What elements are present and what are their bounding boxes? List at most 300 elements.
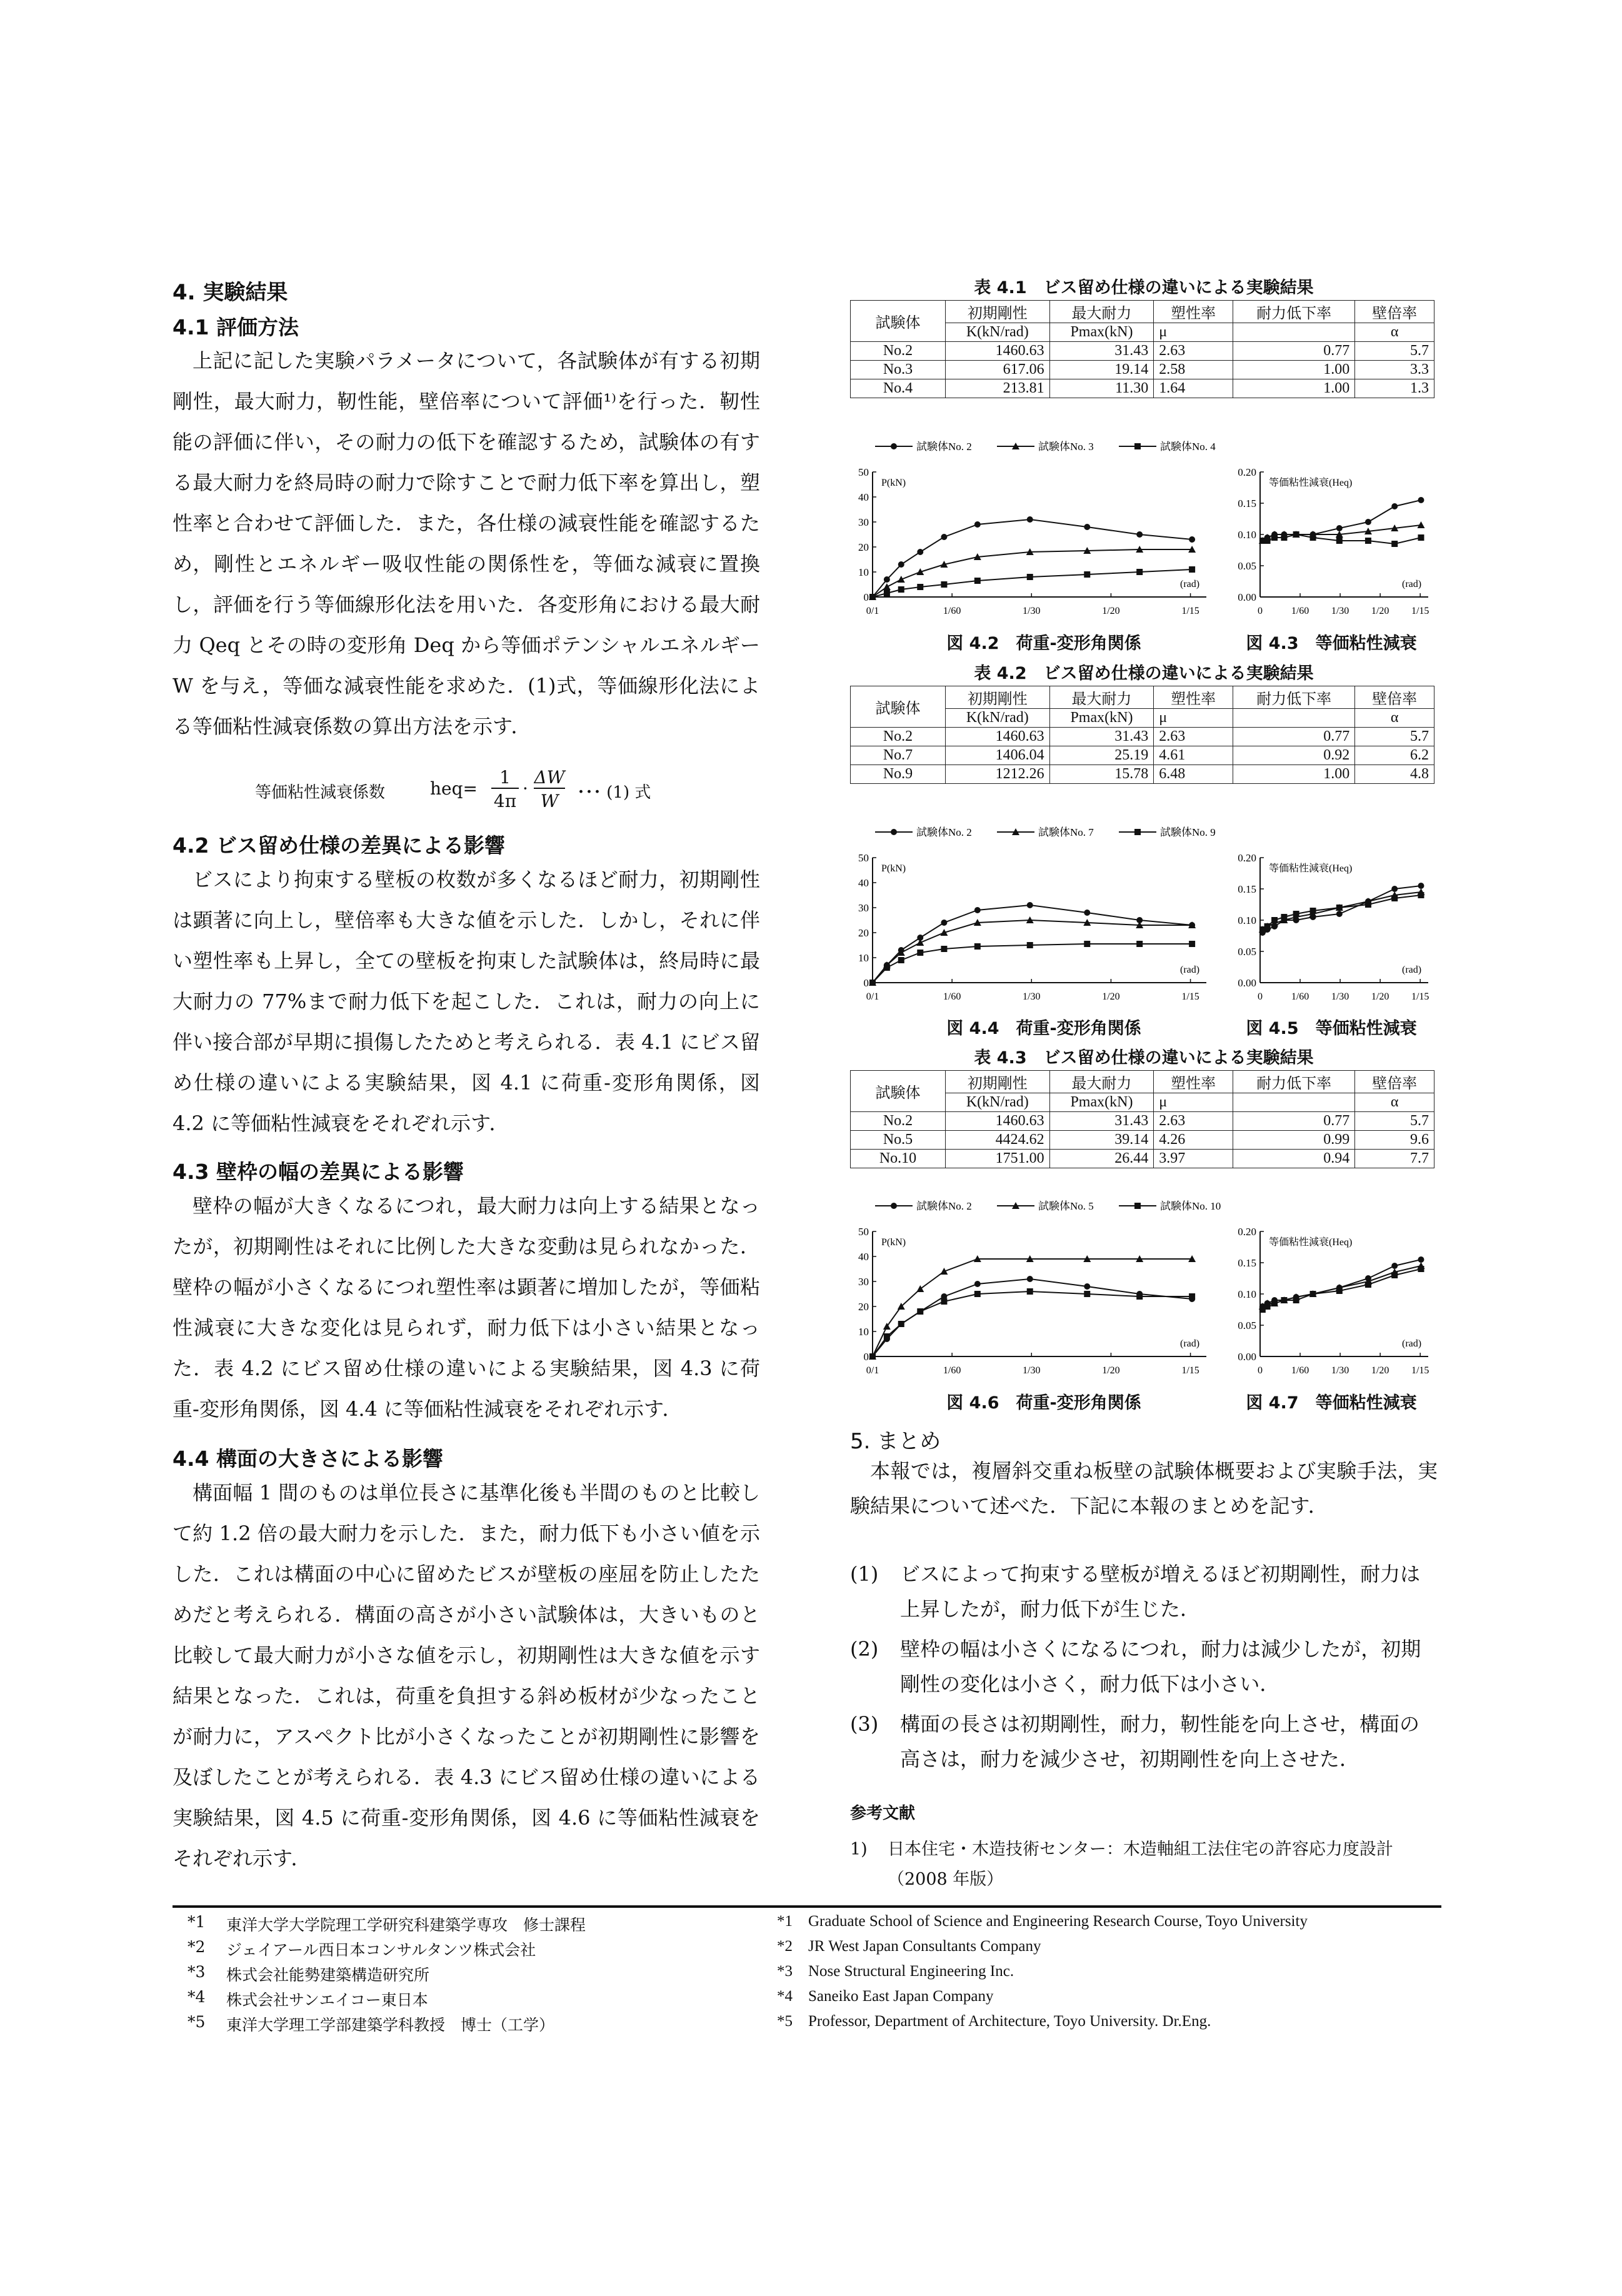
data-point <box>898 1321 904 1327</box>
data-point <box>1084 941 1090 947</box>
y-tick-label: 0.00 <box>1238 1351 1256 1363</box>
x-tick-label: 1/30 <box>1331 606 1349 616</box>
data-point <box>974 578 981 584</box>
y-tick-label: 0.20 <box>1238 1226 1256 1238</box>
data-point <box>1027 1276 1033 1282</box>
table-cell: No.2 <box>851 342 946 361</box>
footnote-mark: *3 <box>188 1963 206 1981</box>
equation-dot: · <box>523 778 528 799</box>
legend-label: 試験体No. 2 <box>916 826 972 838</box>
table-cell: 9.6 <box>1355 1131 1434 1150</box>
table-cell: 2.58 <box>1154 361 1233 379</box>
data-point <box>884 1333 890 1340</box>
table-cell: 2.63 <box>1154 342 1233 361</box>
table-header-cell: α <box>1355 323 1434 342</box>
data-point <box>1134 829 1141 835</box>
table-4-2 <box>850 686 1434 784</box>
footnote-text: 東洋大学大学院理工学研究科建築学専攻 修士課程 <box>226 1916 586 1934</box>
references-title: 参考文献 <box>850 1804 916 1823</box>
data-point <box>1336 538 1343 544</box>
list-item-text: ビスによって拘束する壁板が増えるほど初期剛性，耐力は上昇したが，耐力低下が生じた． <box>900 1562 1421 1621</box>
equation-numerator-2: ΔW <box>534 767 565 788</box>
table-cell: No.9 <box>851 765 946 784</box>
chart-damping-1 <box>1225 456 1441 625</box>
data-point <box>1336 911 1343 917</box>
table-cell: No.10 <box>851 1150 946 1168</box>
table-header-cell: Pmax(kN) <box>1049 709 1154 728</box>
y-tick-label: 0.20 <box>1238 852 1256 864</box>
y-tick-label: 0.20 <box>1238 466 1256 478</box>
footnote <box>188 1963 813 1988</box>
table-header-cell <box>1233 1093 1355 1112</box>
data-point <box>1281 534 1287 541</box>
table-4-1 <box>850 300 1434 398</box>
footnote-mark: *3 <box>777 1963 793 1980</box>
reference-item <box>850 1835 1438 1895</box>
table-cell: 1.00 <box>1233 361 1355 379</box>
data-point <box>1336 525 1343 531</box>
footnote-mark: *1 <box>188 1913 206 1931</box>
data-point <box>1418 892 1424 898</box>
x-tick-label: 1/60 <box>1291 1365 1309 1376</box>
x-tick-label: 0/1 <box>866 1365 879 1376</box>
data-point <box>1418 1256 1424 1263</box>
data-point <box>1271 1300 1278 1306</box>
x-tick-label: 1/30 <box>1023 1365 1041 1376</box>
x-tick-label: 1/15 <box>1181 606 1199 616</box>
table-row <box>851 342 1434 361</box>
footnote-text: 東洋大学理工学部建築学科教授 博士（工学） <box>226 2016 555 2034</box>
table-cell: No.4 <box>851 379 946 398</box>
data-point <box>869 1353 876 1360</box>
data-point <box>1134 443 1141 449</box>
data-point <box>974 907 981 913</box>
x-tick-label: 1/15 <box>1411 606 1429 616</box>
x-tick-label: 1/60 <box>1291 606 1309 616</box>
data-point <box>940 1268 948 1275</box>
data-point <box>898 576 905 583</box>
table-header-cell: K(kN/rad) <box>946 323 1050 342</box>
x-tick-label: 1/30 <box>1023 991 1041 1002</box>
table-cell: 3.97 <box>1154 1150 1233 1168</box>
figure-4-5-caption: 図 4.5 等価粘性減衰 <box>1246 1019 1417 1038</box>
table-cell: 0.99 <box>1233 1131 1355 1150</box>
x-tick-label: 1/20 <box>1371 1365 1389 1376</box>
y-axis-label: 等価粘性減衰(Heq) <box>1269 478 1353 488</box>
table-header-cell: 塑性率 <box>1154 1071 1233 1093</box>
data-point <box>884 590 890 596</box>
data-point <box>1293 1297 1299 1303</box>
table-row <box>851 746 1434 765</box>
list-item-text: 壁枠の幅は小さくになるにつれ，耐力は減少したが，初期剛性の変化は小さく，耐力低下は小さい． <box>900 1637 1421 1696</box>
table-cell: 4.26 <box>1154 1131 1233 1150</box>
x-tick-label: 1/15 <box>1181 1365 1199 1376</box>
data-point <box>1391 503 1398 509</box>
figure-4-4-caption: 図 4.4 荷重-変形角関係 <box>946 1019 1141 1038</box>
table-row <box>851 301 1434 323</box>
section-4-1-body: 上記に記した実験パラメータについて，各試験体が有する初期剛性，最大耐力，靭性能，壁倍率について評価¹⁾を行った．靭性能の評価に伴い，その耐力の低下を確認するため，試験体の有する最大耐力を終局時の耐力で除すことで耐力低下率を算出し，塑性率と合わせて評価した．また，各仕様の減衰性能を確認するため，剛性とエネルギー吸収性能の関係性を，等価な減衰に置換し，評価を行う等価線形化法を用いた．各変形角における最大耐力 Qeq とその時の変形角 Deq から等価ポテンシャルエネルギーW を与え，等価な減衰性能を求めた．(1)式，等価線形化法による等価粘性減衰係数の算出方法を示す． <box>173 349 760 738</box>
y-tick-label: 30 <box>858 902 869 914</box>
x-axis-label: (rad) <box>1180 1338 1200 1349</box>
footnotes-japanese <box>188 1913 813 2038</box>
footnote-mark: *4 <box>188 1988 206 2006</box>
table-cell: 1.3 <box>1355 379 1434 398</box>
footnote-text: Graduate School of Science and Engineering Research Course, Toyo University <box>808 1913 1308 1930</box>
summary-intro: 本報では，複層斜交重ね板壁の試験体概要および実験手法，実験結果について述べた．下記に本報のまとめを記す． <box>850 1459 1438 1518</box>
table-header-cell: 塑性率 <box>1154 301 1233 323</box>
table-header-cell: α <box>1355 1093 1434 1112</box>
data-point <box>974 1291 981 1297</box>
data-point <box>1136 569 1143 575</box>
table-4-3-caption: 表 4.3 ビス留め仕様の違いによる実験結果 <box>974 1048 1314 1068</box>
footnote-mark: *2 <box>777 1938 793 1955</box>
footnote <box>777 1963 1439 1988</box>
list-item <box>850 1707 1438 1777</box>
x-tick-label: 1/20 <box>1102 606 1120 616</box>
series-line <box>873 1291 1192 1356</box>
table-row <box>851 686 1434 709</box>
y-axis-label: 等価粘性減衰(Heq) <box>1269 1237 1353 1248</box>
data-point <box>1264 538 1271 544</box>
data-point <box>1189 536 1195 543</box>
y-tick-label: 0.15 <box>1238 1257 1256 1269</box>
data-point <box>917 1308 923 1315</box>
table-header-cell: K(kN/rad) <box>946 709 1050 728</box>
equation-denominator-1: 4π <box>493 791 517 811</box>
legend-label: 試験体No. 5 <box>1038 1200 1094 1212</box>
chart-load-deformation-2 <box>850 823 1225 1011</box>
data-point <box>1189 941 1195 947</box>
table-header-cell: 耐力低下率 <box>1233 1071 1355 1093</box>
x-axis-label: (rad) <box>1180 579 1200 589</box>
data-point <box>1365 1281 1371 1288</box>
data-point <box>898 561 904 568</box>
data-point <box>1136 531 1143 538</box>
x-tick-label: 1/15 <box>1181 991 1199 1002</box>
data-point <box>1418 497 1424 503</box>
table-cell: No.7 <box>851 746 946 765</box>
y-tick-label: 0.15 <box>1238 498 1256 509</box>
section-4-1-title: 4.1 評価方法 <box>173 315 299 339</box>
footnote-text: 株式会社能勢建築構造研究所 <box>226 1966 430 1984</box>
table-header-cell: Pmax(kN) <box>1049 323 1154 342</box>
table-cell: 4424.62 <box>946 1131 1050 1150</box>
table-4-1-caption: 表 4.1 ビス留め仕様の違いによる実験結果 <box>974 278 1314 298</box>
footnotes-english <box>777 1913 1439 2038</box>
data-point <box>917 950 923 956</box>
table-header-cell: μ <box>1154 323 1233 342</box>
reference-number: 1) <box>850 1840 868 1859</box>
table-cell: No.3 <box>851 361 946 379</box>
chart-damping-3 <box>1225 1216 1441 1385</box>
data-point <box>941 1298 947 1305</box>
data-point <box>916 1285 924 1292</box>
list-item-text: 構面の長さは初期剛性，耐力，靭性能を向上させ，構面の高さは，耐力を減少させ，初期剛性を向上させた． <box>900 1712 1420 1771</box>
legend-label: 試験体No. 10 <box>1160 1200 1221 1212</box>
x-tick-label: 1/20 <box>1102 991 1120 1002</box>
y-tick-label: 0.10 <box>1238 1288 1256 1300</box>
table-header-cell: μ <box>1154 1093 1233 1112</box>
y-tick-label: 0.00 <box>1238 977 1256 989</box>
y-axis-label: P(kN) <box>881 478 906 488</box>
data-point <box>1336 905 1343 911</box>
footnote-text: 株式会社サンエイコー東日本 <box>226 1991 428 2009</box>
data-point <box>1136 941 1143 947</box>
table-header-cell: 壁倍率 <box>1355 301 1434 323</box>
data-point <box>941 920 947 926</box>
x-tick-label: 1/20 <box>1371 606 1389 616</box>
data-point <box>1027 942 1033 948</box>
x-tick-label: 1/15 <box>1411 991 1429 1002</box>
table-cell: 1406.04 <box>946 746 1050 765</box>
y-axis-label: P(kN) <box>881 1237 906 1248</box>
y-tick-label: 20 <box>858 1301 869 1313</box>
table-cell: 6.48 <box>1154 765 1233 784</box>
x-tick-label: 0 <box>1258 991 1263 1002</box>
data-point <box>1310 1291 1316 1297</box>
table-cell: 1460.63 <box>946 342 1050 361</box>
table-4-3 <box>850 1070 1434 1168</box>
table-cell: 2.63 <box>1154 728 1233 746</box>
y-axis-label: P(kN) <box>881 863 906 874</box>
x-axis-label: (rad) <box>1402 965 1422 975</box>
section-4-2-title: 4.2 ビス留め仕様の差異による影響 <box>173 833 505 858</box>
data-point <box>1136 1293 1143 1300</box>
table-cell: No.5 <box>851 1131 946 1150</box>
x-tick-label: 1/20 <box>1371 991 1389 1002</box>
data-point <box>1271 917 1278 923</box>
data-point <box>891 829 897 835</box>
table-header-cell: μ <box>1154 709 1233 728</box>
table-cell: 31.43 <box>1049 1112 1154 1131</box>
reference-text: 日本住宅・木造技術センター：木造軸組工法住宅の許容応力度設計（2008 年版） <box>888 1840 1393 1889</box>
data-point <box>898 586 904 593</box>
y-tick-label: 0 <box>863 591 869 603</box>
data-point <box>1336 1288 1343 1294</box>
x-axis-label: (rad) <box>1180 965 1200 975</box>
y-tick-label: 20 <box>858 541 869 553</box>
table-row <box>851 379 1434 398</box>
legend-label: 試験体No. 2 <box>916 441 972 453</box>
table-header-cell: 初期剛性 <box>946 301 1050 323</box>
y-tick-label: 0 <box>863 1351 869 1363</box>
table-header-cell: 塑性率 <box>1154 686 1233 709</box>
table-header-cell: 初期剛性 <box>946 1071 1050 1093</box>
table-header-cell: 試験体 <box>851 686 946 728</box>
data-point <box>1084 910 1090 916</box>
data-point <box>1264 923 1271 930</box>
footnote-mark: *1 <box>777 1913 793 1930</box>
table-header-cell: 最大耐力 <box>1049 1071 1154 1093</box>
table-header-cell: Pmax(kN) <box>1049 1093 1154 1112</box>
table-cell: No.2 <box>851 1112 946 1131</box>
table-cell: 7.7 <box>1355 1150 1434 1168</box>
data-point <box>974 521 981 528</box>
table-cell: 1751.00 <box>946 1150 1050 1168</box>
list-item <box>850 1632 1438 1702</box>
table-header-cell: 試験体 <box>851 301 946 342</box>
series-line <box>873 1259 1192 1356</box>
x-tick-label: 1/60 <box>1291 991 1309 1002</box>
footnote <box>188 1913 813 1938</box>
y-tick-label: 10 <box>858 566 869 578</box>
y-tick-label: 10 <box>858 1326 869 1338</box>
data-point <box>1418 1266 1424 1272</box>
x-tick-label: 0/1 <box>866 606 879 616</box>
table-cell: 617.06 <box>946 361 1050 379</box>
table-header-cell: 壁倍率 <box>1355 1071 1434 1093</box>
data-point <box>884 965 890 971</box>
x-tick-label: 1/30 <box>1331 991 1349 1002</box>
footnote-text: Professor, Department of Architecture, Toyo University. Dr.Eng. <box>808 2013 1211 2030</box>
footnote-mark: *4 <box>777 1988 793 2005</box>
footnote-divider <box>173 1905 1441 1908</box>
x-axis-label: (rad) <box>1402 579 1422 589</box>
footnote-text: JR West Japan Consultants Company <box>808 1938 1041 1955</box>
equation-denominator-2: W <box>540 791 559 811</box>
equation-1 <box>255 766 705 816</box>
table-cell: 0.92 <box>1233 746 1355 765</box>
x-tick-label: 0 <box>1258 1365 1263 1376</box>
table-cell: 1.64 <box>1154 379 1233 398</box>
data-point <box>917 584 923 590</box>
data-point <box>1271 534 1278 541</box>
footnote <box>777 1988 1439 2013</box>
legend-label: 試験体No. 4 <box>1160 441 1216 453</box>
table-header-cell: 耐力低下率 <box>1233 301 1355 323</box>
section-4-title: 4. 実験結果 <box>173 280 288 305</box>
table-cell: 15.78 <box>1049 765 1154 784</box>
table-cell: 5.7 <box>1355 342 1434 361</box>
data-point <box>1391 886 1398 892</box>
data-point <box>1281 914 1287 920</box>
x-tick-label: 1/60 <box>943 606 961 616</box>
y-tick-label: 0.10 <box>1238 915 1256 926</box>
data-point <box>1418 883 1424 889</box>
footnote <box>777 1938 1439 1963</box>
y-axis-label: 等価粘性減衰(Heq) <box>1269 863 1353 874</box>
footnote <box>777 2013 1439 2038</box>
table-header-cell: 最大耐力 <box>1049 686 1154 709</box>
data-point <box>1084 1283 1090 1290</box>
table-cell: 0.94 <box>1233 1150 1355 1168</box>
x-tick-label: 1/60 <box>943 991 961 1002</box>
data-point <box>1027 516 1033 523</box>
table-cell: 0.77 <box>1233 1112 1355 1131</box>
x-tick-label: 1/15 <box>1411 1365 1429 1376</box>
figure-4-3-caption: 図 4.3 等価粘性減衰 <box>1246 634 1417 653</box>
x-tick-label: 1/20 <box>1102 1365 1120 1376</box>
table-header-cell: α <box>1355 709 1434 728</box>
data-point <box>1293 911 1299 917</box>
table-cell: 26.44 <box>1049 1150 1154 1168</box>
data-point <box>1365 901 1371 908</box>
footnote-text: ジェイアール西日本コンサルタンツ株式会社 <box>226 1941 536 1959</box>
data-point <box>1418 534 1424 541</box>
equation-numerator-1: 1 <box>491 767 519 789</box>
legend-label: 試験体No. 3 <box>1038 441 1094 453</box>
data-point <box>1391 1272 1398 1278</box>
table-cell: 31.43 <box>1049 342 1154 361</box>
x-tick-label: 0/1 <box>866 991 879 1002</box>
table-cell: 4.61 <box>1154 746 1233 765</box>
data-point <box>941 534 947 540</box>
y-tick-label: 0.05 <box>1238 1320 1256 1331</box>
footnote-mark: *2 <box>188 1938 206 1956</box>
table-header-cell: 初期剛性 <box>946 686 1050 709</box>
table-cell: 4.8 <box>1355 765 1434 784</box>
data-point <box>898 957 904 963</box>
list-item-number: (2) <box>850 1637 879 1661</box>
data-point <box>1293 531 1299 538</box>
data-point <box>941 946 947 952</box>
section-4-4-body: 構面幅 1 間のものは単位長さに基準化後も半間のものと比較して約 1.2 倍の最大耐力を示した．また，耐力低下も小さい値を示した．これは構面の中心に留めたビスが壁板の座屈を防止したためだと考えられる．構面の高さが小さい試験体は，大きいものと比較して最大耐力が小さな値を示し，初期剛性は大きな値を示す結果となった．これは，荷重を負担する斜め板材が少なったことが耐力に，アスペクト比が小さくなったことが初期剛性に影響を及ぼしたことが考えられる．表 4.3 にビス留め仕様の違いによる実験結果，図 4.5 に荷重-変形角関係，図 4.6 に等価粘性減衰をそれぞれ示す． <box>173 1481 760 1870</box>
chart-load-deformation-3 <box>850 1197 1225 1385</box>
table-header-cell: 試験体 <box>851 1071 946 1112</box>
table-cell: 213.81 <box>946 379 1050 398</box>
table-header-cell: 壁倍率 <box>1355 686 1434 709</box>
footnote <box>188 1988 813 2013</box>
table-cell: 1.00 <box>1233 379 1355 398</box>
table-cell: 0.77 <box>1233 728 1355 746</box>
x-tick-label: 1/30 <box>1023 606 1041 616</box>
table-cell: 3.3 <box>1355 361 1434 379</box>
data-point <box>1189 1293 1195 1300</box>
y-tick-label: 50 <box>858 466 869 478</box>
y-tick-label: 50 <box>858 852 869 864</box>
legend-label: 試験体No. 7 <box>1038 826 1094 838</box>
table-row <box>851 1131 1434 1150</box>
table-header-cell <box>1233 323 1355 342</box>
y-tick-label: 10 <box>858 952 869 964</box>
y-tick-label: 0.15 <box>1238 883 1256 895</box>
equation-lhs: heq= <box>430 778 478 799</box>
y-tick-label: 30 <box>858 516 869 528</box>
data-point <box>891 443 897 449</box>
table-cell: 1212.26 <box>946 765 1050 784</box>
x-tick-label: 1/30 <box>1331 1365 1349 1376</box>
data-point <box>1027 574 1033 580</box>
data-point <box>974 1281 981 1287</box>
data-point <box>1084 1291 1090 1297</box>
equation-label: 等価粘性減衰係数 <box>255 783 386 802</box>
figure-4-6-caption: 図 4.6 荷重-変形角関係 <box>946 1393 1141 1413</box>
table-cell: 19.14 <box>1049 361 1154 379</box>
y-tick-label: 0.10 <box>1238 529 1256 541</box>
table-cell: 1460.63 <box>946 728 1050 746</box>
table-header-cell: 耐力低下率 <box>1233 686 1355 709</box>
x-tick-label: 0 <box>1258 606 1263 616</box>
figure-4-2-caption: 図 4.2 荷重-変形角関係 <box>946 634 1141 653</box>
section-4-3-body: 壁枠の幅が大きくなるにつれ，最大耐力は向上する結果となったが，初期剛性はそれに比例した大きな変動は見られなかった．壁枠の幅が小さくなるにつれ塑性率は顕著に増加したが，等価粘性減衰に大きな変化は見られず，耐力低下は小さい結果となった．表 4.2 にビス留め仕様の違いによる実験結果，図 4.3 に荷重-変形角関係，図 4.4 に等価粘性減衰をそれぞれ示す． <box>173 1194 760 1421</box>
y-tick-label: 0 <box>863 977 869 989</box>
table-row <box>851 1150 1434 1168</box>
table-4-2-caption: 表 4.2 ビス留め仕様の違いによる実験結果 <box>974 664 1314 683</box>
data-point <box>974 943 981 950</box>
data-point <box>1391 1263 1398 1269</box>
summary-list <box>850 1557 1438 1777</box>
data-point <box>869 594 876 600</box>
legend-label: 試験体No. 9 <box>1160 826 1216 838</box>
table-cell: 39.14 <box>1049 1131 1154 1150</box>
data-point <box>1027 902 1033 908</box>
data-point <box>869 980 876 986</box>
section-4-3-title: 4.3 壁枠の幅の差異による影響 <box>173 1160 464 1184</box>
section-4-4-title: 4.4 構面の大きさによる影響 <box>173 1446 443 1471</box>
section-4-2-body: ビスにより拘束する壁板の枚数が多くなるほど耐力，初期剛性は顕著に向上し，壁倍率も大きな値を示した．しかし，それに伴い塑性率も上昇し，全ての壁板を拘束した試験体は，終局時に最大耐力の 77%まで耐力低下を起こした．これは，耐力の向上に伴い接合部が早期に損傷したためと考えられる．表 4.1 にビス留め仕様の違いによる実験結果，図 4.1 に荷重-変形角関係，図 4.2 に等価粘性減衰をそれぞれ示す． <box>173 868 760 1135</box>
table-header-cell: K(kN/rad) <box>946 1093 1050 1112</box>
footnote-mark: *5 <box>777 2013 793 2030</box>
